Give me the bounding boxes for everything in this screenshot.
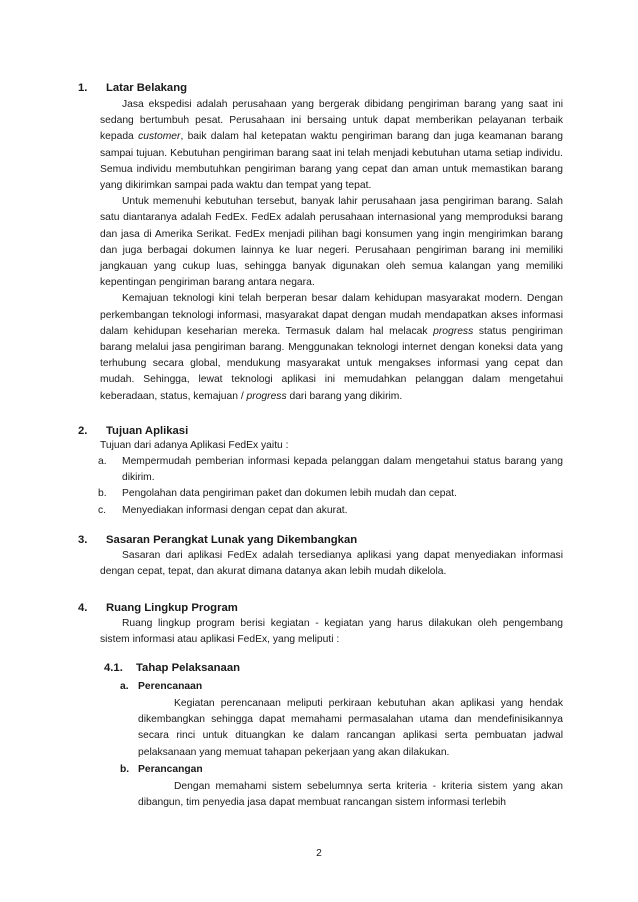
step-a-body [138,696,563,761]
section-title: Ruang Lingkup Program [106,602,238,614]
list-item [78,454,563,486]
list-item [78,503,563,519]
paragraph: Dengan memahami sistem sebelumnya serta kriteria - kriteria sistem yang akan dibangun, tim penyedia jasa dapat membuat rancangan sistem informasi terlebih [138,781,563,809]
section-3-heading [78,533,357,547]
list-marker: b. [98,488,107,500]
section-2-list [78,454,563,519]
section-title: Tujuan Aplikasi [106,425,189,437]
step-b-heading [120,763,203,777]
section-4-heading [78,601,238,615]
paragraph: Sasaran dari aplikasi FedEx adalah tersedianya aplikasi yang dapat menyediakan informasi dengan cepat, tepat, dan akurat dimana datanya akan lebih mudah dikelola. [100,550,563,578]
list-item [78,486,563,502]
section-number: 3. [78,534,88,546]
list-marker: c. [98,504,107,516]
step-b-body [138,779,563,811]
section-2-intro [100,438,563,454]
paragraph: Kemajuan teknologi kini telah berperan besar dalam kehidupan masyarakat modern. Dengan perkembangan teknologi informasi, masyarakat dapat dengan mudah mendapatkan akses informasi dalam kehidupan keseharian mereka. Termasuk dalam hal melacak progress status pengiriman barang melalui jasa pengiriman barang. Menggunakan teknologi internet dengan koneksi data yang terhubung secara global, mendukung masyarakat untuk mengakses informasi yang cepat dan mudah. Sehingga, lewat teknologi aplikasi ini memudahkan pelanggan dalam mengetahui keberadaan, status, kemajuan / progress dari barang yang dikirim. [100,293,563,402]
section-title: Latar Belakang [106,82,187,94]
list-text: Pengolahan data pengiriman paket dan dokumen lebih mudah dan cepat. [122,488,457,500]
list-marker: a. [98,456,107,467]
paragraph: Untuk memenuhi kebutuhan tersebut, banyak lahir perusahaan jasa pengiriman barang. Salah satu diantaranya adalah FedEx. FedEx adalah perusahaan internasional yang memproduksi barang dan jasa di Amerika Serikat. FedEx menjadi pilihan bagi konsumen yang ingin mengirimkan barang dan juga berbagai dokumen lainnya ke luar negeri. Perusahaan pengiriman barang ini memiliki jangkauan yang cukup luas, sehingga banyak digunakan oleh semua kalangan yang memiliki kepentingan pengiriman barang antara negara. [100,196,563,289]
paragraph: Kegiatan perencanaan meliputi perkiraan kebutuhan akan aplikasi yang hendak dikembangkan sehingga dapat memahami permasalahan utama dan mendefinisikannya secara rinci untuk dituangkan ke dalam rancangan aplikasi serta pembuatan jadwal pelaksanaan yang memuat tahapan pekerjaan yang akan dilakukan. [138,698,563,758]
step-a-heading [120,680,202,694]
paragraph: Jasa ekspedisi adalah perusahaan yang bergerak dibidang pengiriman barang yang saat ini sedang bertumbuh pesat. Perusahaan ini bersaing untuk dapat memberikan pelayanan terbaik kepada customer, baik dalam hal ketepatan waktu pengiriman barang dan juga keamanan barang sampai tujuan. Kebutuhan pengiriman barang saat ini telah menjadi kebutuhan utama setiap individu. Semua individu membutuhkan pengiriman barang yang cepat dan aman untuk memastikan barang yang dikirimkan sampai pada waktu dan tempat yang tepat. [100,99,563,192]
step-marker: b. [120,764,130,775]
section-number: 2. [78,425,88,437]
step-title: Perencanaan [138,681,203,692]
section-title: Sasaran Perangkat Lunak yang Dikembangkan [106,534,358,546]
section-4-body [100,616,563,648]
section-number: 4. [78,602,88,614]
paragraph: Tujuan dari adanya Aplikasi FedEx yaitu : [100,440,289,451]
paragraph: Ruang lingkup program berisi kegiatan - kegiatan yang harus dilakukan oleh pengembang sistem informasi atau aplikasi FedEx, yang meliputi : [100,618,563,646]
list-text: Mempermudah pemberian informasi kepada pelanggan dalam mengetahui status barang yang dikirim. [122,456,563,484]
section-1-body [100,97,563,405]
step-title: Perancangan [138,764,203,775]
step-marker: a. [120,681,129,692]
section-2-heading [78,424,188,438]
subsection-4-1-heading [104,661,240,675]
section-3-body [100,548,563,580]
page-number: 2 [316,848,322,859]
section-1-heading [78,81,187,95]
section-number: 1. [78,82,88,94]
list-text: Menyediakan informasi dengan cepat dan akurat. [122,504,348,516]
subsection-title: Tahap Pelaksanaan [136,662,241,674]
subsection-number: 4.1. [104,662,123,674]
